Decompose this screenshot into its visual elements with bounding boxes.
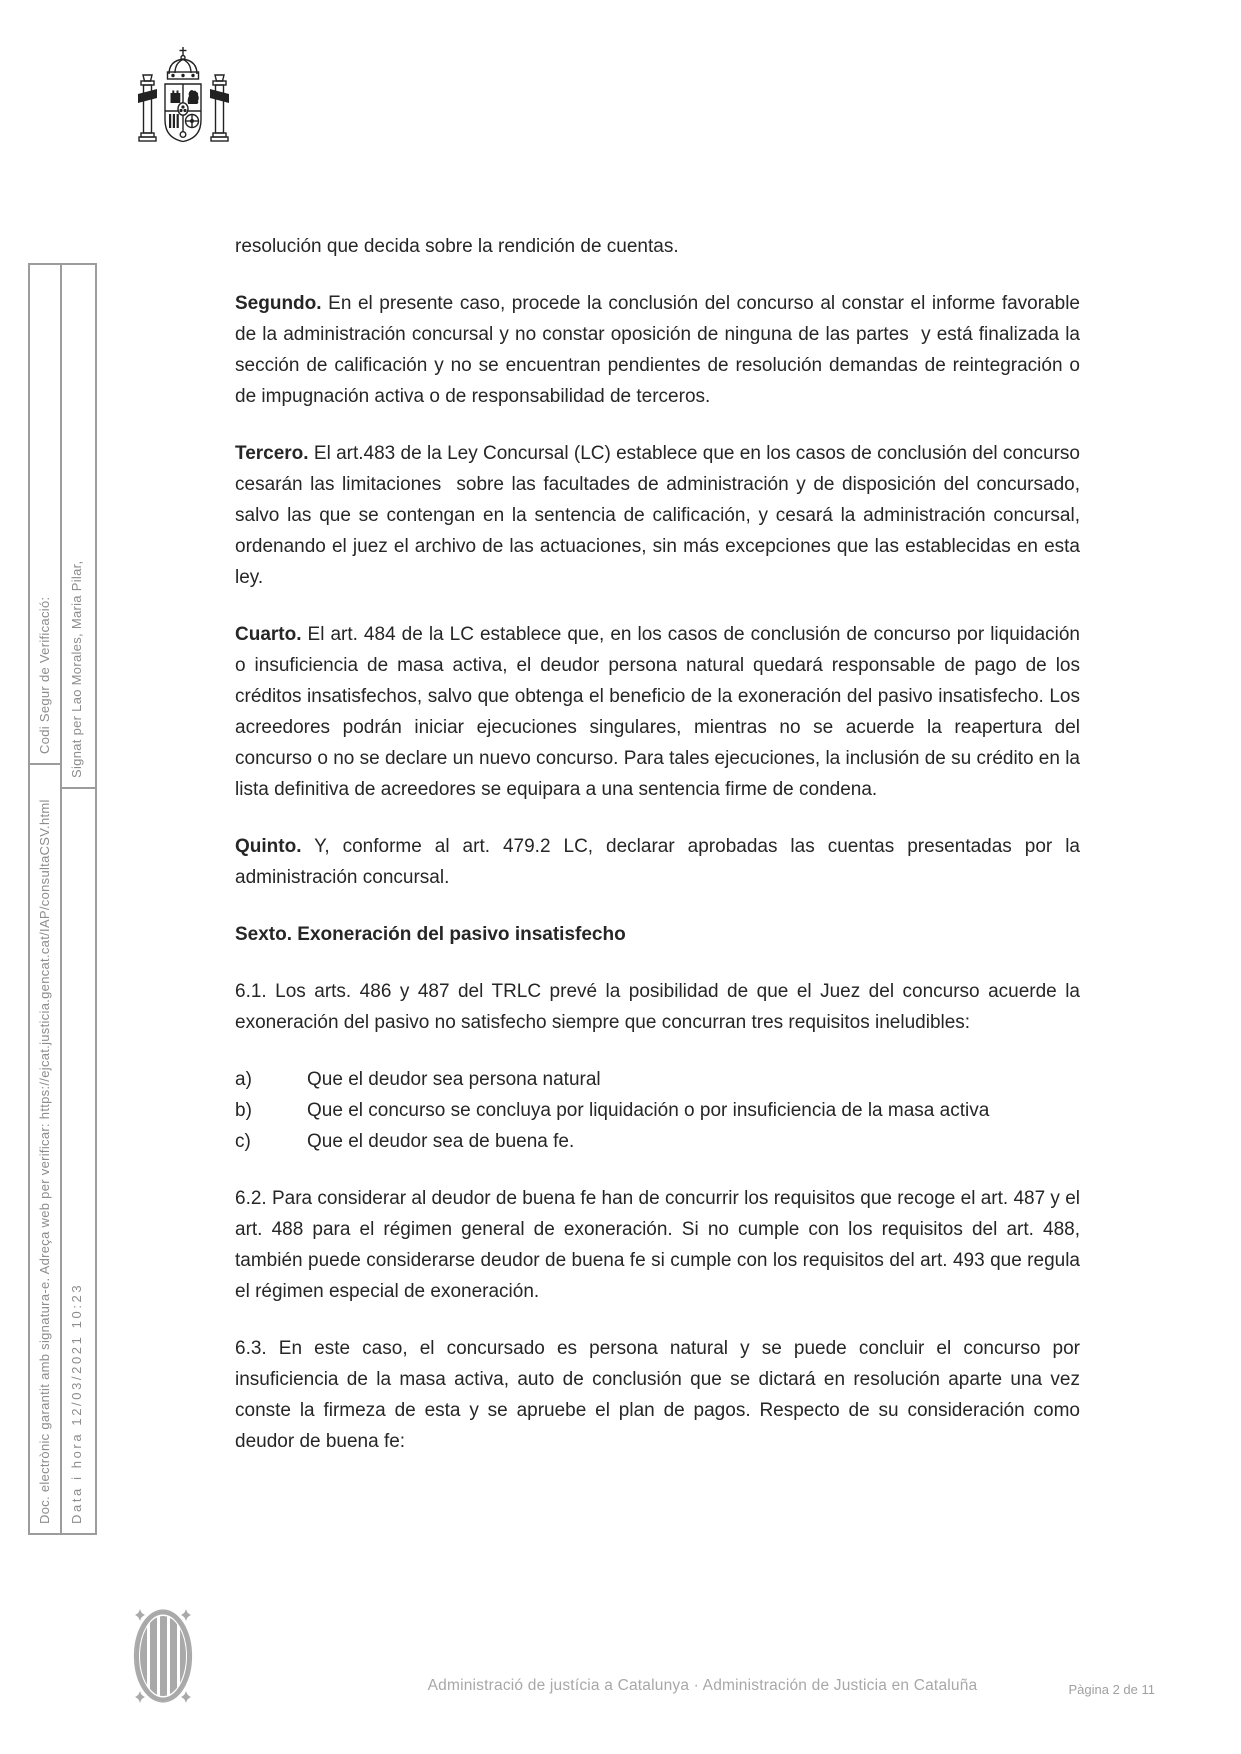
sidebar-column-signature	[62, 263, 97, 1535]
signed-by: Signat per Lao Morales, Maria Pilar,	[69, 560, 84, 778]
paragraph-6-1: 6.1. Los arts. 486 y 487 del TRLC prevé la posibilidad de que el Juez del concurso acuerde la exoneración del pasivo no satisfecho siempre que concurran tres requisitos ineludibles:	[235, 981, 1086, 1033]
requirement-text-b: Que el concurso se concluya por liquidación o por insuficiencia de la masa activa	[307, 1100, 990, 1121]
generalitat-catalunya-icon	[132, 1606, 194, 1706]
csv-label-cell	[30, 265, 60, 765]
requirement-item-a	[235, 1064, 1080, 1095]
requirement-marker-c: c)	[235, 1131, 251, 1152]
requirement-marker-b: b)	[235, 1100, 252, 1121]
paragraph-quinto	[235, 831, 1086, 893]
section-label-segundo: Segundo.	[235, 293, 322, 314]
csv-label: Codi Segur de Verificació:	[37, 596, 52, 754]
signature-sidebar	[28, 263, 97, 1535]
requirement-item-b	[235, 1095, 1080, 1126]
section-text-quinto: Y, conforme al art. 479.2 LC, declarar aprobadas las cuentas presentadas por la administración concursal.	[235, 836, 1086, 888]
section-label-quinto: Quinto.	[235, 836, 302, 857]
paragraph-tercero	[235, 438, 1086, 593]
sidebar-column-verification	[28, 263, 62, 1535]
document-body	[235, 231, 1086, 1483]
paragraph-6-2: 6.2. Para considerar al deudor de buena fe han de concurrir los requisitos que recoge el art. 487 y el art. 488 para el régimen general de exoneración. Si no cumple con los requisitos del art. 488, también puede considerarse deudor de buena fe si cumple con los requisitos del art. 493 que regula el régimen especial de exoneración.	[235, 1188, 1086, 1302]
doc-notice-cell	[30, 765, 60, 1533]
footer-administration-text: Administració de justícia a Catalunya · Administración de Justicia en Cataluña	[427, 1677, 978, 1694]
requirement-text-a: Que el deudor sea persona natural	[307, 1069, 601, 1090]
paragraph-segundo	[235, 288, 1086, 412]
spain-coat-of-arms-logo	[131, 44, 236, 167]
paragraph-cuarto	[235, 619, 1086, 805]
requirement-marker-a: a)	[235, 1069, 252, 1090]
section-text-tercero: El art.483 de la Ley Concursal (LC) establece que en los casos de conclusión del concurso cesarán las limitaciones sobre las facultades de administración y de disposición del concursado, salvo las que se contengan en la sentencia de calificación, y cesará la administración concursal, ordenando el juez el archivo de las actuaciones, sin más excepciones que las establecidas en esta ley.	[235, 443, 1086, 588]
requirement-item-c	[235, 1126, 1080, 1157]
section-text-segundo: En el presente caso, procede la conclusión del concurso al constar el informe favorable de la administración concursal y no constar oposición de ninguna de las partes y está finalizada la sección de calificación y no se encuentran pendientes de resolución demandas de reintegración o de impugnación activa o de responsabilidad de terceros.	[235, 293, 1086, 407]
spain-coat-of-arms-icon	[131, 44, 236, 162]
requirement-text-c: Que el deudor sea de buena fe.	[307, 1131, 575, 1152]
section-text-cuarto: El art. 484 de la LC establece que, en los casos de conclusión de concurso por liquidación o insuficiencia de masa activa, el deudor persona natural quedará responsable de pago de los créditos insatisfechos, salvo que obtenga el beneficio de la exoneración del pasivo insatisfecho. Los acreedores podrán iniciar ejecuciones singulares, mientras no se acuerde la reapertura del concurso o no se declare un nuevo concurso. Para tales ejecuciones, la inclusión de su crédito en la lista definitiva de acreedores se equipara a una sentencia firme de condena.	[235, 624, 1086, 800]
section-label-tercero: Tercero.	[235, 443, 309, 464]
intro-line: resolución que decida sobre la rendición de cuentas.	[235, 236, 679, 257]
heading-sexto: Sexto. Exoneración del pasivo insatisfecho	[235, 924, 626, 945]
requirements-list	[235, 1064, 1080, 1157]
generalitat-catalunya-logo	[132, 1606, 194, 1711]
page-number: Pàgina 2 de 11	[1068, 1682, 1155, 1697]
doc-notice: Doc. electrònic garantit amb signatura-e. Adreça web per verificar: https://ejcat.justicia.gencat.cat/IAP/consultaCSV.html	[37, 799, 52, 1524]
datetime-cell	[62, 789, 95, 1533]
paragraph-6-3: 6.3. En este caso, el concursado es persona natural y se puede concluir el concurso por insuficiencia de la masa activa, auto de conclusión que se dictará en resolución aparte una vez conste la firmeza de esta y se apruebe el plan de pagos. Respecto de su consideración como deudor de buena fe:	[235, 1338, 1086, 1452]
section-label-cuarto: Cuarto.	[235, 624, 302, 645]
signature-datetime: Data i hora 12/03/2021 10:23	[69, 1282, 84, 1524]
signed-by-cell	[62, 265, 95, 789]
